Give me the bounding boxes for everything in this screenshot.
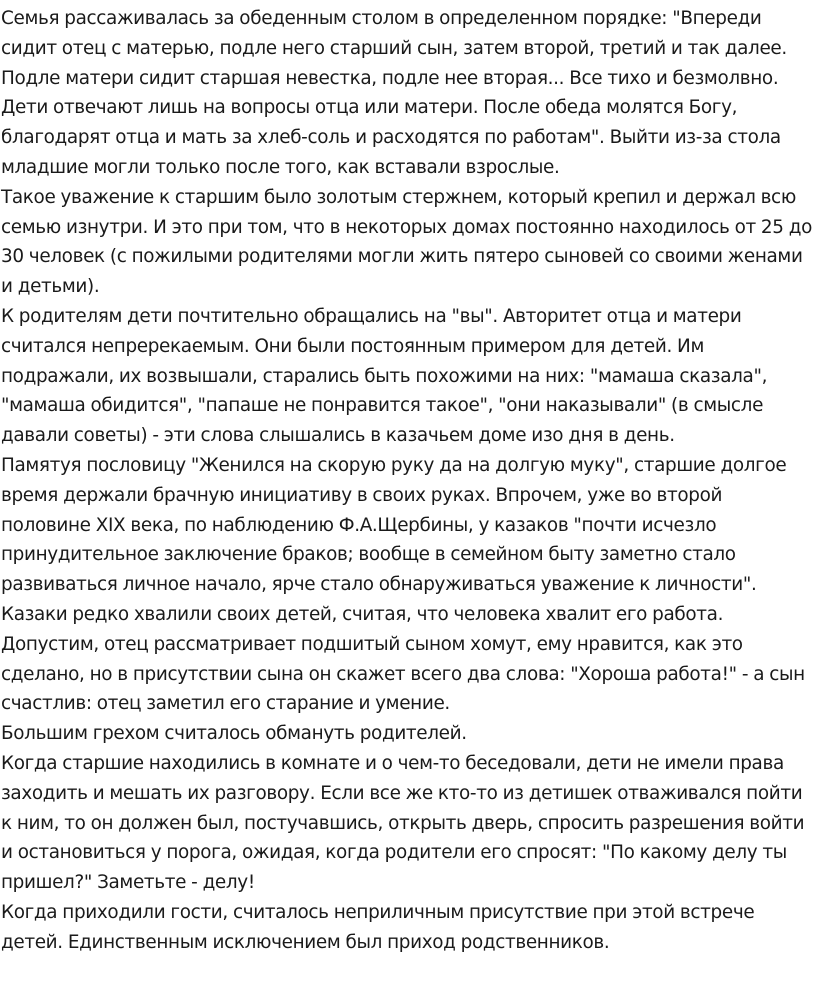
paragraph-guests: Когда приходили гости, считалось неприличным присутствие при этой встрече детей. Единственным исключением был приход родственников. [1,901,755,953]
paragraph-elders-conversation: Когда старшие находились в комнате и о чем-то беседовали, дети не имели права заходить и мешать их разговору. Если все же кто-то из детишек отваживался пойти к ним, то он должен был, постучавшись, открыть дверь, спросить разрешения войти и остановиться у порога, ожидая, когда родители его спросят: "По какому делу ты пришел?" Заметьте - делу! [1,752,805,894]
paragraph-deceit-sin: Большим грехом считалось обмануть родителей. [1,723,467,745]
paragraph-family-table-order: Семья рассаживалась за обеденным столом в определенном порядке: "Впереди сидит отец с матерью, подле него старший сын, затем второй, третий и так далее. Подле матери сидит старшая невестка, подле нее вторая... Все тихо и безмолвно. Дети отвечают лишь на вопросы отца или матери. После обеда молятся Богу, благодарят отца и мать за хлеб-соль и расходятся по работам". Выйти из-за стола младшие могли только после того, как вставали взрослые. [1,8,787,178]
paragraph-marriage-initiative: Памятуя пословицу "Женился на скорую руку да на долгую муку", старшие долгое время держали брачную инициативу в своих руках. Впрочем, уже во второй половине XIX века, по наблюдению Ф.А.Щербины, у казаков "почти исчезло принудительное заключение браков; вообще в семейном быту заметно стало развиваться личное начало, ярче стало обнаруживаться уважение к личности". [1,454,787,596]
paragraph-parents-authority: К родителям дети почтительно обращались на "вы". Авторитет отца и матери считался непререкаемым. Они были постоянным примером для детей. Им подражали, их возвышали, старались быть похожими на них: "мамаша сказала", "мамаша обидится", "папаше не понравится такое", "они наказывали" (в смысле давали советы) - эти слова слышались в казачьем доме изо дня в день. [1,305,768,447]
paragraph-respect-elders: Такое уважение к старшим было золотым стержнем, который крепил и держал всю семью изнутри. И это при том, что в некоторых домах постоянно находилось от 25 до 30 человек (с пожилыми родителями могли жить пятеро сыновей со своими женами и детьми). [1,186,812,298]
paragraph-praise: Казаки редко хвалили своих детей, считая, что человека хвалит его работа. Допустим, отец рассматривает подшитый сыном хомут, ему нравится, как это сделано, но в присутствии сына он скажет всего два слова: "Хороша работа!" - а сын счастлив: отец заметил его старание и умение. [1,603,805,715]
